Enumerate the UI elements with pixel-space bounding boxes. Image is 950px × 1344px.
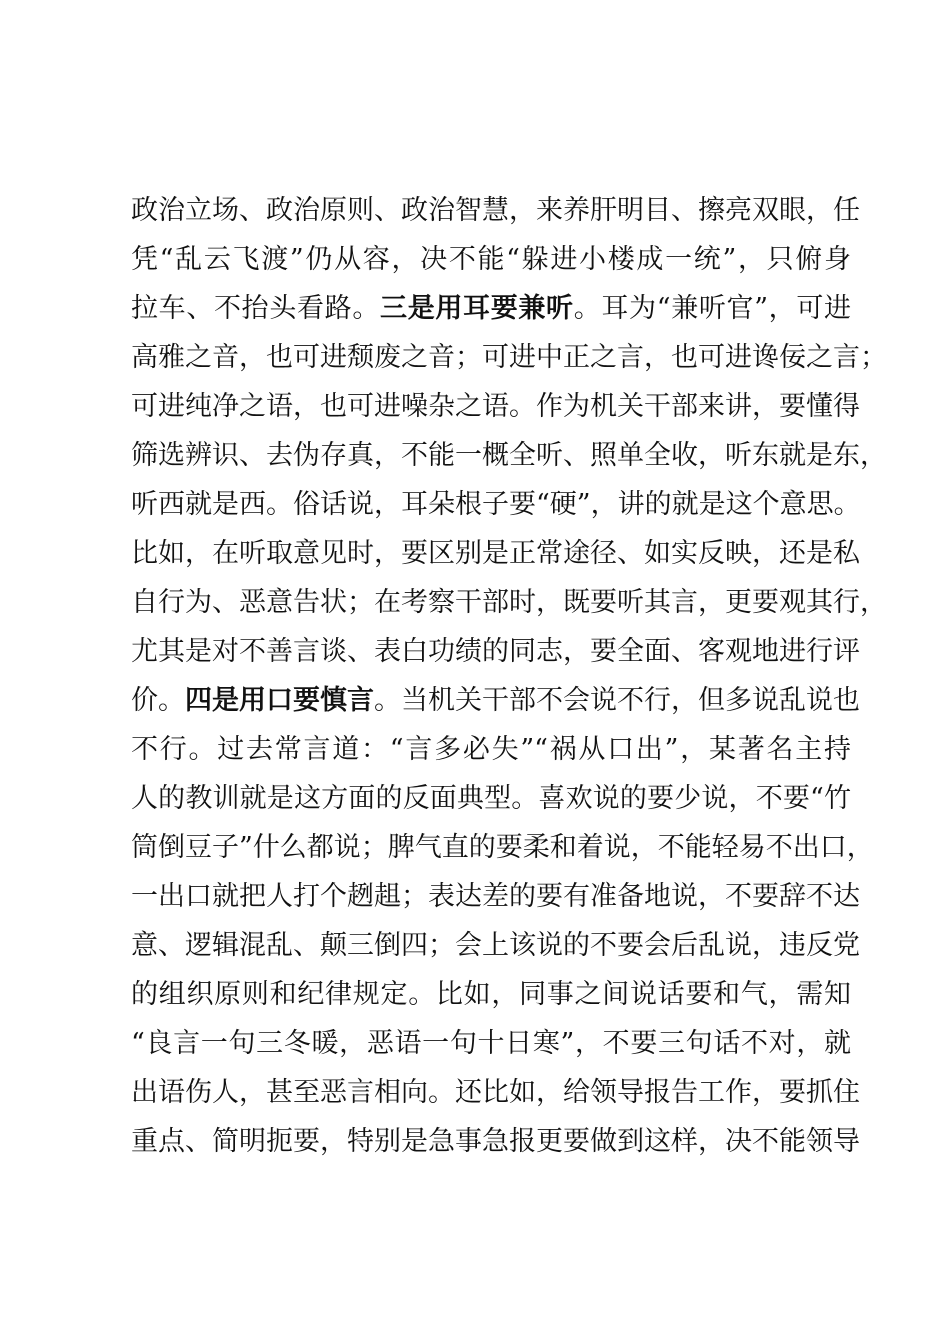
text-line: [131, 823, 874, 872]
text-segment: 筛选辨识、去伪存真，不能一概全听、照单全收，听东就是东，: [131, 440, 887, 471]
text-segment: 出语伤人，甚至恶言相向。还比如，给领导报告工作，要抓住: [131, 1077, 860, 1108]
text-segment: 筒倒豆子”什么都说；脾气直的要柔和着说，不能轻易不出口，: [131, 832, 874, 863]
text-segment: 凭“乱云飞渡”仍从容，决不能“躲进小楼成一统”，只俯身: [131, 244, 851, 275]
text-line: [131, 186, 860, 235]
text-segment: 不行。过去常言道：“言多必失”“祸从口出”，某著名主持: [131, 734, 851, 765]
text-segment: 价。: [131, 685, 185, 716]
text-segment: 意、逻辑混乱、颠三倒四；会上该说的不要会后乱说，违反党: [131, 930, 860, 961]
text-line: [131, 480, 861, 529]
text-segment: 听西就是西。俗话说，耳朵根子要“硬”，讲的就是这个意思。: [131, 489, 861, 520]
text-line: [131, 725, 851, 774]
text-line: [131, 1068, 860, 1117]
bold-heading-phrase: 四是用口要慎言: [185, 685, 374, 716]
text-line: [131, 529, 860, 578]
text-line: [131, 921, 860, 970]
text-line: [131, 1117, 860, 1166]
text-segment: 自行为、恶意告状；在考察干部时，既要听其言，更要观其行，: [131, 587, 887, 618]
text-segment: “良言一句三冬暖，恶语一句十日寒”，不要三句话不对，就: [131, 1028, 851, 1059]
text-line: [131, 627, 860, 676]
text-line: [131, 872, 860, 921]
bold-heading-phrase: 三是用耳要兼听: [380, 293, 574, 324]
text-segment: 尤其是对不善言谈、表白功绩的同志，要全面、客观地进行评: [131, 636, 860, 667]
text-line: [131, 774, 851, 823]
text-segment: 重点、简明扼要，特别是急事急报更要做到这样，决不能领导: [131, 1126, 860, 1157]
text-line: [131, 235, 851, 284]
text-segment: 比如，在听取意见时，要区别是正常途径、如实反映，还是私: [131, 538, 860, 569]
text-line: [131, 333, 887, 382]
text-line: [131, 284, 851, 333]
text-line: [131, 1019, 851, 1068]
text-line: [131, 676, 860, 725]
body-text: [131, 186, 887, 1166]
text-segment: 的组织原则和纪律规定。比如，同事之间说话要和气，需知: [131, 979, 851, 1010]
text-segment: 人的教训就是这方面的反面典型。喜欢说的要少说，不要“竹: [131, 783, 851, 814]
text-segment: 。耳为“兼听官”，可进: [573, 293, 852, 324]
text-segment: 政治立场、政治原则、政治智慧，来养肝明目、擦亮双眼，任: [131, 195, 860, 226]
text-segment: 高雅之音，也可进颓废之音；可进中正之言，也可进谗佞之言；: [131, 342, 887, 373]
text-line: [131, 431, 887, 480]
text-line: [131, 382, 860, 431]
text-segment: 。当机关干部不会说不行，但多说乱说也: [374, 685, 860, 716]
text-line: [131, 578, 887, 627]
text-line: [131, 970, 851, 1019]
text-segment: 可进纯净之语，也可进噪杂之语。作为机关干部来讲，要懂得: [131, 391, 860, 422]
text-segment: 一出口就把人打个趔趄；表达差的要有准备地说，不要辞不达: [131, 881, 860, 912]
text-segment: 拉车、不抬头看路。: [131, 293, 381, 324]
